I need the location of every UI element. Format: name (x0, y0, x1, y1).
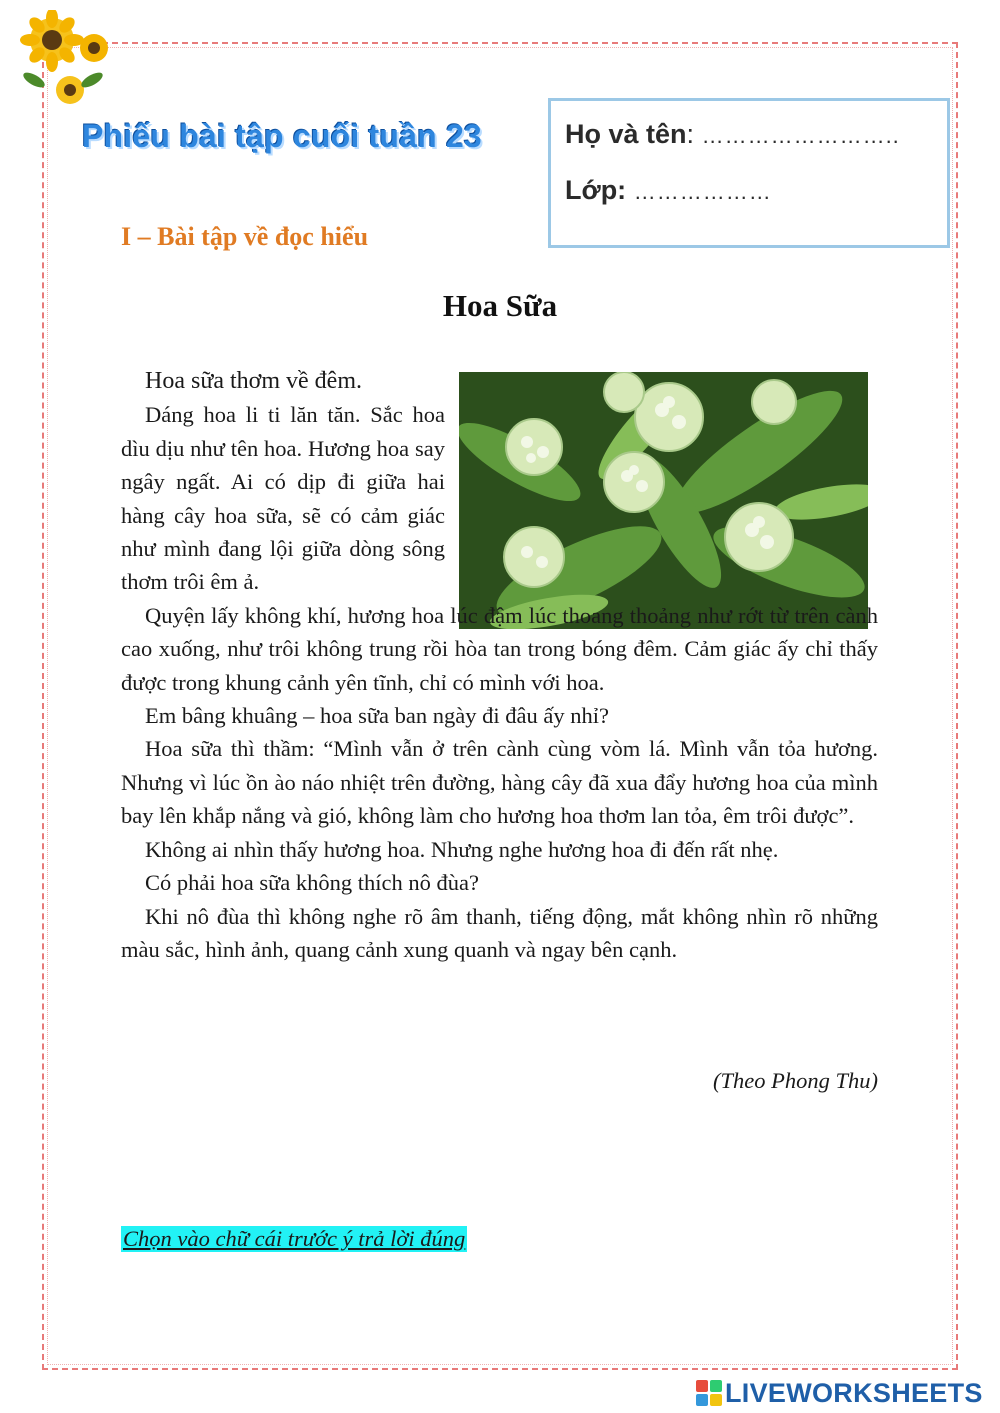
paragraph-1-text: Hoa sữa thơm về đêm. (145, 368, 362, 394)
class-row (565, 175, 772, 206)
paragraph-6: Không ai nhìn thấy hương hoa. Nhưng nghe hương hoa đi đến rất nhẹ. (145, 836, 779, 862)
story-title: Hoa Sữa (442, 288, 558, 323)
question-instruction: Chọn vào chữ cái trước ý trả lời đúng (123, 1226, 466, 1251)
student-info-box (548, 98, 950, 248)
paragraph-4: Em bâng khuâng – hoa sữa ban ngày đi đâu ấy nhỉ? (145, 703, 609, 729)
paragraph-7: Có phải hoa sữa không thích nô đùa? (145, 870, 480, 896)
liveworksheets-brand[interactable] (696, 1377, 983, 1409)
name-separator: : (686, 119, 695, 149)
liveworksheets-logo-icon (696, 1380, 722, 1406)
brand-text: LIVEWORKSHEETS (725, 1377, 983, 1408)
paragraph-2: Dáng hoa li ti lăn tăn. Sắc hoa dìu dịu như tên hoa. Hương hoa say ngây ngất. Ai có dịp đi giữa hai hàng cây hoa sữa, sẽ có cảm giác như mình đang lội giữa dòng sông thơm trôi êm ả. (121, 402, 445, 595)
story-credit: (Theo Phong Thu) (713, 1068, 878, 1093)
class-dots: ……………… (633, 179, 772, 204)
paragraph-3: Quyện lấy không khí, hương hoa lúc đậm lúc thoang thoảng như rớt từ trên cành cao xuống, như trôi không trung rồi hòa tan trong bóng đêm. Cảm giác ấy chỉ thấy được trong khung cảnh yên tĩnh, chỉ có mình với hoa. (121, 602, 878, 695)
name-label: Họ và tên (565, 119, 687, 149)
paragraph-8: Khi nô đùa thì không nghe rõ âm thanh, tiếng động, mắt không nhìn rõ những màu sắc, hình ảnh, quang cảnh xung quanh và ngay bên cạnh. (121, 903, 878, 962)
name-row (565, 119, 900, 150)
name-dots: …………………….. (701, 123, 900, 148)
class-label: Lớp: (565, 175, 627, 205)
story-passage (121, 364, 878, 966)
sunflower-decoration-icon (12, 10, 122, 120)
worksheet-title: Phiếu bài tập cuối tuần 23 (82, 118, 482, 154)
paragraph-5: Hoa sữa thì thầm: “Mình vẫn ở trên cành cùng vòm lá. Mình vẫn tỏa hương. Nhưng vì lúc ồn ào náo nhiệt trên đường, hàng cây đã xua đẩy hương hoa của mình bay lên khắp nắng và gió, không làm cho hương hoa thơm lan tỏa, êm trôi được”. (121, 736, 878, 829)
paragraph-1 (121, 364, 445, 398)
section-heading: I – Bài tập về đọc hiểu (121, 222, 369, 251)
